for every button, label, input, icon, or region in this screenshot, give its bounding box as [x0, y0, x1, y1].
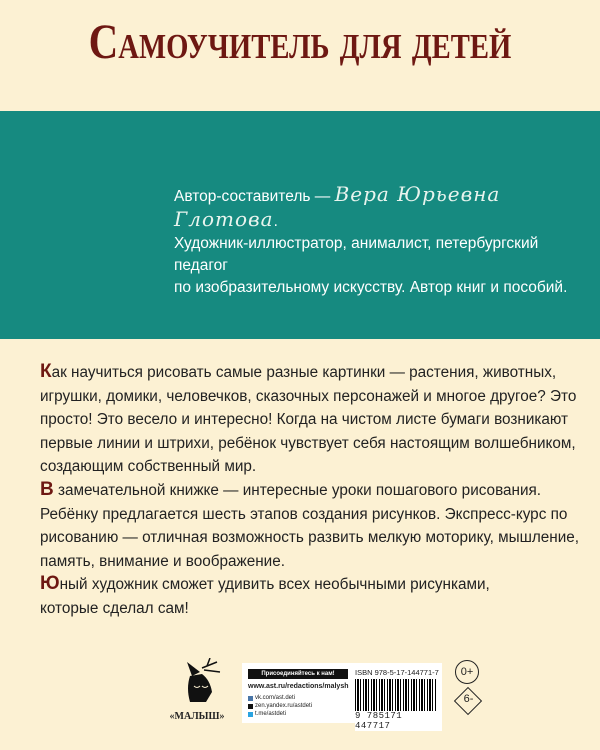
age-rating-0: 0+ — [455, 660, 479, 684]
social-text: zen.yandex.ru/astdeti — [255, 703, 313, 709]
website-link[interactable]: www.ast.ru/redactions/malysh — [248, 683, 349, 690]
book-title: Самоучитель для детей — [88, 13, 512, 69]
zen-icon — [248, 704, 253, 709]
social-telegram[interactable] — [248, 711, 286, 717]
barcode-digits: 9 785171 447717 — [355, 711, 442, 731]
author-name: Вера Юрьевна Глотова — [174, 182, 501, 231]
cat-logo-icon — [162, 658, 232, 706]
author-bio-2: по изобразительному искусству. Автор книг и пособий. — [174, 279, 568, 296]
social-text: t.me/astdeti — [255, 711, 287, 717]
social-vk[interactable] — [248, 695, 295, 701]
join-us-label: Присоединяйтесь к нам! — [248, 669, 348, 679]
paragraph-text: замечательной книжке — интересные уроки пошагового рисования. Ребёнку предлагается шесть этапов создания рисунков. Экспресс-курс по рисованию — отличная возможность развить мелкую моторику, мышление, память, внимание и воображение. — [40, 482, 580, 570]
drop-cap: К — [40, 361, 52, 382]
paragraph-1 — [40, 360, 580, 479]
paragraph-3 — [40, 572, 490, 620]
drop-cap: В — [40, 479, 54, 500]
isbn-block — [242, 663, 442, 731]
paragraph-2 — [40, 478, 580, 573]
author-band — [0, 111, 600, 339]
publisher-name: «МАЛЫШ» — [169, 711, 225, 722]
isbn-number: ISBN 978-5-17-144771-7 — [355, 668, 439, 677]
paragraph-text: ный художник сможет удивить всех необычными рисунками, которые сделал сам! — [40, 576, 490, 617]
drop-cap: Ю — [40, 573, 60, 594]
vk-icon — [248, 696, 253, 701]
age-rating-6: 6- — [463, 693, 474, 705]
author-bio-1: Художник-иллюстратор, анималист, петербургский педагог — [174, 235, 539, 274]
social-zen[interactable] — [248, 703, 312, 709]
publisher-logo — [162, 658, 232, 720]
telegram-icon — [248, 712, 253, 717]
author-prefix: Автор-составитель — — [174, 188, 331, 205]
paragraph-text: ак научиться рисовать самые разные картинки — растения, животных, игрушки, домики, человечков, сказочных персонажей и многое другое? Это просто! Это весело и интересно! Когда на чистом листе бумаги возникают первые линии и штрихи, ребёнок чувствует себя настоящим волшебником, создающим собственный мир. — [40, 364, 577, 475]
author-suffix: . — [273, 213, 278, 230]
social-text: vk.com/ast.deti — [255, 695, 296, 701]
barcode — [355, 679, 437, 713]
author-info — [174, 183, 594, 299]
